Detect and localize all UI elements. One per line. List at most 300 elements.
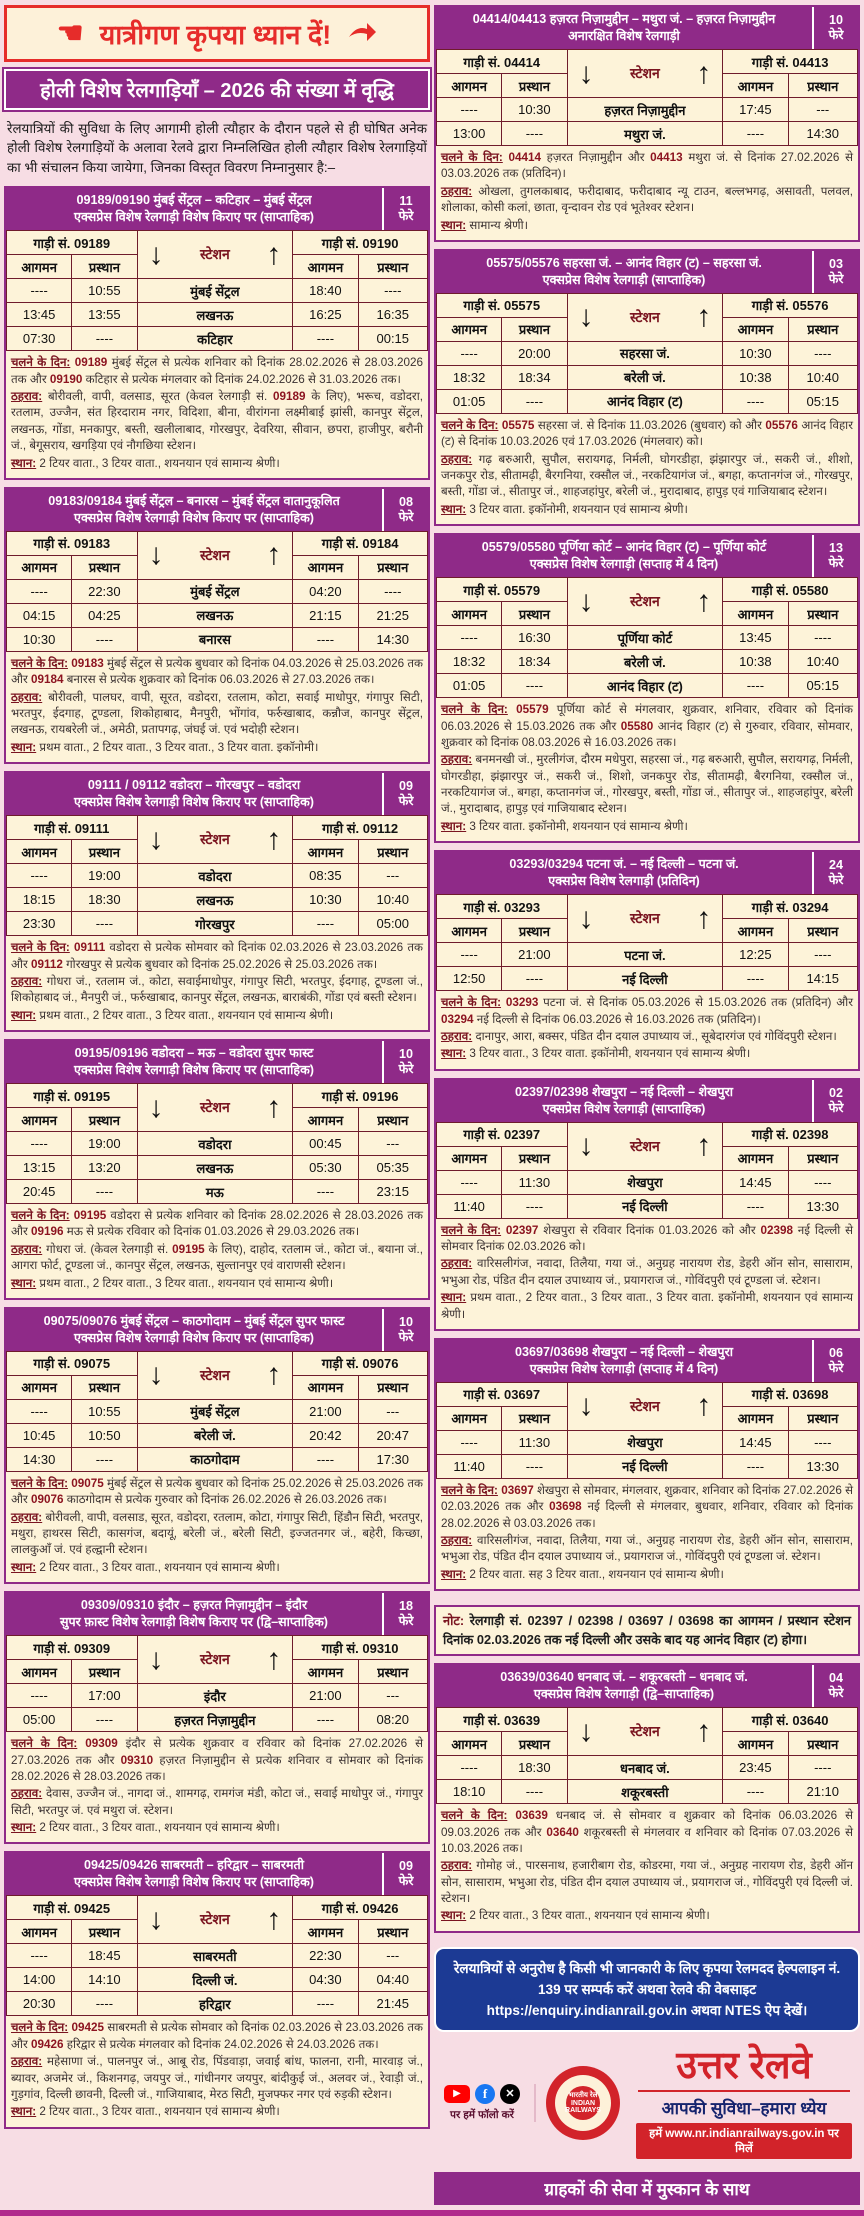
table-title bbox=[436, 535, 812, 577]
arrival-header: आगमन bbox=[293, 1375, 358, 1399]
departure-time: 00:15 bbox=[358, 327, 427, 351]
station-name: साबरमती bbox=[137, 1944, 293, 1968]
arrival-time: ---- bbox=[7, 279, 72, 303]
table-notes bbox=[436, 1479, 858, 1589]
classes: स्थान: 2 टियर वाता., 3 टियर वाता., शयनयान एवं सामान्य श्रेणी। bbox=[11, 1560, 280, 1574]
timetable-row bbox=[437, 967, 858, 991]
up-arrow-icon: ↑ bbox=[266, 538, 282, 572]
up-arrow-icon: ↑ bbox=[696, 1714, 712, 1748]
stops: ठहराव: महेसाणा जं., पालनपुर जं., आबू रोड, पिंडवाड़ा, जवाई बांध, फालना, रानी, मारवाड़ जं., ब्यावर, अजमेर जं., किशनगढ़, जयपुर जं., गांधीनगर जयपुर, बांदीकुई जं., अलवर जं., रेवाड़ी जं., गुड़गांव, दिल्ली छावनी, दिल्ली जं., गाजियाबाद, मेरठ सिटी, मुजफ्फर नगर एवं रुड़की स्टेशन। bbox=[11, 2055, 423, 2101]
station-header-label: स्टेशन bbox=[629, 1137, 660, 1154]
table-title bbox=[436, 251, 812, 293]
table-title-line1: 04414/04413 हज़रत निज़ामुद्दीन – मथुरा जं. – हज़रत निज़ामुद्दीन bbox=[472, 12, 776, 26]
departure-time: 14:10 bbox=[72, 1968, 137, 1992]
departure-time: 11:30 bbox=[502, 1170, 567, 1194]
trips-badge bbox=[812, 251, 858, 293]
trips-count: 04 bbox=[828, 1671, 843, 1686]
departure-header: प्रस्थान bbox=[72, 1108, 137, 1132]
timetable bbox=[436, 49, 858, 146]
arrival-header: आगमन bbox=[723, 602, 788, 626]
arrival-time: ---- bbox=[293, 1447, 358, 1471]
station-header bbox=[137, 231, 293, 279]
up-arrow-icon: ↑ bbox=[696, 1389, 712, 1423]
departure-header: प्रस्थान bbox=[502, 1732, 567, 1756]
train-no-down: गाड़ी सं. 05575 bbox=[437, 293, 568, 317]
table-title-bar bbox=[6, 1853, 428, 1895]
timetable-row bbox=[7, 1423, 428, 1447]
run-days: चलने के दिन: 09309 इंदौर से प्रत्येक शुक्रवार व रविवार को दिनांक 27.02.2026 से 27.03.2026 तक और 09310 हज़रत निज़ामुद्दीन से प्रत्येक शनिवार व सोमवार को दिनांक 28.02.2026 से 28.03.2026 तक। bbox=[11, 1737, 423, 1783]
table-title bbox=[6, 1853, 382, 1895]
stops: ठहराव: गोधरा जं., रतलाम जं., कोटा, सवाईमाधोपुर, गंगापुर सिटी, भरतपुर, ईदगाह, टूण्डला जं., शिकोहाबाद जं., मैनपुरी जं., फर्रुखाबाद, कानपुर सेंट्रल, लखनऊ, बाराबंकी, गोंडा एवं बस्ती स्टेशन। bbox=[11, 974, 423, 1005]
train-table-05575 bbox=[434, 249, 860, 526]
arrival-header: आगमन bbox=[7, 1108, 72, 1132]
timetable bbox=[6, 1351, 428, 1472]
trips-label: फेरे bbox=[398, 1329, 414, 1344]
note-label: नोट: bbox=[443, 1613, 465, 1629]
enquiry-url[interactable]: https://enquiry.indianrail.gov.in bbox=[486, 2002, 688, 2018]
arrival-time: 00:45 bbox=[293, 1132, 358, 1156]
station-name: शेखपुरा bbox=[567, 1170, 723, 1194]
table-notes bbox=[436, 991, 858, 1069]
departure-header: प्रस्थान bbox=[358, 840, 427, 864]
station-name: बरेली जं. bbox=[137, 1423, 293, 1447]
departure-header: प्रस्थान bbox=[788, 74, 857, 98]
station-header bbox=[137, 1636, 293, 1684]
table-title-bar bbox=[436, 852, 858, 894]
timetable-row bbox=[7, 627, 428, 651]
trips-badge bbox=[812, 852, 858, 894]
station-name: नई दिल्ली bbox=[567, 1194, 723, 1218]
departure-header: प्रस्थान bbox=[502, 74, 567, 98]
departure-time: 10:40 bbox=[788, 650, 857, 674]
arrival-header: आगमन bbox=[723, 1406, 788, 1430]
table-notes bbox=[436, 146, 858, 240]
brand-name: उत्तर रेलवे bbox=[676, 2045, 812, 2088]
arrival-time: 10:38 bbox=[723, 365, 788, 389]
timetable-row bbox=[7, 912, 428, 936]
arrival-time: 22:30 bbox=[293, 1944, 358, 1968]
train-no-up: गाड़ी सं. 09196 bbox=[293, 1084, 428, 1108]
departure-time: ---- bbox=[788, 943, 857, 967]
table-notes bbox=[6, 351, 428, 478]
down-arrow-icon: ↓ bbox=[578, 1389, 594, 1423]
departure-time: 05:00 bbox=[358, 912, 427, 936]
arrival-time: 10:30 bbox=[293, 888, 358, 912]
trips-count: 24 bbox=[828, 858, 843, 873]
train-table-03293 bbox=[434, 850, 860, 1071]
up-arrow-icon: ↑ bbox=[696, 1129, 712, 1163]
station-name: लखनऊ bbox=[137, 303, 293, 327]
departure-time: --- bbox=[358, 1944, 427, 1968]
timetable-row bbox=[7, 1684, 428, 1708]
arrival-time: 14:00 bbox=[7, 1968, 72, 1992]
train-no-down: गाड़ी सं. 02397 bbox=[437, 1122, 568, 1146]
trips-badge bbox=[382, 188, 428, 230]
table-notes bbox=[6, 1732, 428, 1842]
follow-caption: पर हमें फॉलो करें bbox=[450, 2108, 514, 2121]
station-header bbox=[137, 531, 293, 579]
departure-time: ---- bbox=[72, 627, 137, 651]
departure-header: प्रस्थान bbox=[502, 602, 567, 626]
departure-time: 10:50 bbox=[72, 1423, 137, 1447]
run-days: चलने के दिन: 09183 मुंबई सेंट्रल से प्रत्येक बुधवार को दिनांक 04.03.2026 से 25.03.2026 तक और 09184 बनारस से प्रत्येक शुक्रवार को दिनांक 06.03.2026 से 27.03.2026 तक। bbox=[11, 656, 423, 687]
table-title bbox=[436, 1080, 812, 1122]
station-header-label: स्टेशन bbox=[199, 831, 230, 848]
trips-label: फेरे bbox=[828, 556, 844, 571]
station-header-label: स्टेशन bbox=[629, 910, 660, 927]
departure-time: ---- bbox=[502, 1194, 567, 1218]
helpline-box bbox=[434, 1947, 860, 2032]
station-header-label: स्टेशन bbox=[199, 546, 230, 563]
arrival-time: 04:15 bbox=[7, 603, 72, 627]
departure-time: 13:20 bbox=[72, 1156, 137, 1180]
departure-time: 05:15 bbox=[788, 674, 857, 698]
arrival-time: ---- bbox=[437, 1756, 502, 1780]
down-arrow-icon: ↓ bbox=[148, 1090, 164, 1124]
arrival-header: आगमन bbox=[723, 1146, 788, 1170]
timetable-row bbox=[7, 603, 428, 627]
arrival-time: 12:25 bbox=[723, 943, 788, 967]
stops: ठहराव: बोरीवली, वापी, वलसाड, सूरत (केवल रेलगाड़ी सं. 09189 के लिए), भरूच, वडोदरा, रतलाम, उज्जैन, संत हिरदाराम नगर, विदिशा, बीना, वीरांगना लक्ष्मीबाई झांसी, कानपुर सेंट्रल, लखनऊ, गोंडा, मनकापुर, बस्ती, खलीलाबाद, गोरखपुर, देवरिया, सीवान, छपरा, हाजीपुर, बरौनी जं., बेगूसराय, खगड़िया एवं नौगछिया स्टेशन। bbox=[11, 390, 423, 453]
arrival-time: 20:42 bbox=[293, 1423, 358, 1447]
station-header bbox=[567, 578, 723, 626]
trips-badge bbox=[382, 1041, 428, 1083]
departure-time: 18:34 bbox=[502, 650, 567, 674]
table-title bbox=[6, 489, 382, 531]
arrival-time: 10:38 bbox=[723, 650, 788, 674]
departure-time: ---- bbox=[358, 279, 427, 303]
arrival-header: आगमन bbox=[7, 1660, 72, 1684]
station-header-label: स्टेशन bbox=[199, 1099, 230, 1116]
attention-text: यात्रीगण कृपया ध्यान दें! bbox=[99, 20, 332, 50]
train-no-up: गाड़ी सं. 04413 bbox=[723, 50, 858, 74]
trips-count: 03 bbox=[828, 256, 843, 271]
train-no-down: गाड़ी सं. 09111 bbox=[7, 816, 138, 840]
trips-label: फेरे bbox=[828, 1360, 844, 1375]
run-days: चलने के दिन: 09075 मुंबई सेंट्रल से प्रत्येक बुधवार को दिनांक 25.02.2026 से 25.03.2026 तक और 09076 काठगोदाम से प्रत्येक गुरुवार को दिनांक 26.02.2026 से 26.03.2026 तक। bbox=[11, 1476, 423, 1507]
down-arrow-icon: ↓ bbox=[148, 1358, 164, 1392]
train-no-up: गाड़ी सं. 09310 bbox=[293, 1636, 428, 1660]
departure-header: प्रस्थान bbox=[502, 1146, 567, 1170]
arrival-time: 10:30 bbox=[723, 341, 788, 365]
timetable-row bbox=[437, 98, 858, 122]
station-name: मथुरा जं. bbox=[567, 122, 723, 146]
arrival-header: आगमन bbox=[293, 255, 358, 279]
station-header bbox=[137, 1896, 293, 1944]
train-no-down: गाड़ी सं. 03697 bbox=[437, 1382, 568, 1406]
departure-time: ---- bbox=[788, 1430, 857, 1454]
facebook-icon[interactable]: f bbox=[475, 2084, 495, 2104]
down-arrow-icon: ↓ bbox=[148, 1642, 164, 1676]
station-name: पटना जं. bbox=[567, 943, 723, 967]
timetable-row bbox=[437, 1430, 858, 1454]
timetable-row bbox=[7, 1992, 428, 2016]
up-arrow-icon: ↑ bbox=[266, 237, 282, 271]
arrival-time: ---- bbox=[437, 98, 502, 122]
station-name: मुंबई सेंट्रल bbox=[137, 579, 293, 603]
timetable bbox=[436, 1707, 858, 1804]
departure-time: 08:20 bbox=[358, 1708, 427, 1732]
arrival-time: 18:32 bbox=[437, 365, 502, 389]
train-no-up: गाड़ी सं. 09426 bbox=[293, 1896, 428, 1920]
arrival-time: ---- bbox=[437, 1430, 502, 1454]
departure-header: प्रस्थान bbox=[358, 1920, 427, 1944]
trips-count: 09 bbox=[398, 1859, 413, 1874]
timetable-row bbox=[437, 626, 858, 650]
table-notes bbox=[436, 1219, 858, 1329]
arrival-time: 18:32 bbox=[437, 650, 502, 674]
run-days: चलने के दिन: 03293 पटना जं. से दिनांक 05.03.2026 से 15.03.2026 तक (प्रतिदिन) और 03294 नई दिल्ली से दिनांक 06.03.2026 से 16.03.2026 तक (प्रतिदिन)। bbox=[441, 996, 853, 1026]
arrival-header: आगमन bbox=[293, 1660, 358, 1684]
arrival-time: 23:30 bbox=[7, 912, 72, 936]
table-title-line2: एक्सप्रेस विशेष रेलगाड़ी विशेष किराए पर (साप्ताहिक) bbox=[74, 1063, 314, 1078]
train-table-09111 bbox=[4, 771, 430, 1032]
station-header bbox=[567, 1708, 723, 1756]
departure-header: प्रस्थान bbox=[788, 1406, 857, 1430]
arrival-time: 14:45 bbox=[723, 1430, 788, 1454]
classes: स्थान: प्रथम वाता., 2 टियर वाता., 3 टियर वाता., 3 टियर वाता. इकॉनोमी, शयनयान एवं सामान्य श्रेणी। bbox=[441, 1291, 853, 1321]
table-title-line2: एक्सप्रेस विशेष रेलगाड़ी (साप्ताहिक) bbox=[542, 1101, 706, 1116]
departure-time: ---- bbox=[502, 674, 567, 698]
departure-header: प्रस्थान bbox=[788, 602, 857, 626]
departure-time: 05:15 bbox=[788, 389, 857, 413]
left-column bbox=[4, 5, 430, 2205]
departure-time: 21:45 bbox=[358, 1992, 427, 2016]
train-table-05579 bbox=[434, 533, 860, 843]
stops: ठहराव: गढ़ बरुआरी, सुपौल, सरायगढ़, निर्मली, घोगरडीहा, झंझारपुर जं., सकरी जं., शीशो, जनकपुर रोड, सीतामढ़ी, बैरगनिया, रक्सौल जं., नरकटियागंज जं., बगहा, कप्तानगंज जं., गोरखपुर, बस्ती, गोंडा जं., सीतापुर जं., शाहजहांपुर, बरेली जं., मुरादाबाद, हापुड़ एवं गाजियाबाद स्टेशन। bbox=[441, 452, 853, 499]
arrival-time: 10:30 bbox=[7, 627, 72, 651]
youtube-icon[interactable]: ▶ bbox=[444, 2085, 470, 2103]
departure-time: ---- bbox=[72, 327, 137, 351]
table-title bbox=[6, 773, 382, 815]
departure-time: 11:30 bbox=[502, 1430, 567, 1454]
departure-header: प्रस्थान bbox=[72, 255, 137, 279]
stops: ठहराव: बोरीवली, वापी, वलसाड, सूरत, वडोदरा, रतलाम, कोटा, गंगापुर सिटी, हिंडौन सिटी, भरतपुर, मथुरा, हाथरस सिटी, कासगंज, बदायूं, बरेली जं., बरेली सिटी, इज्जतनगर जं., बहेरी, किच्छा, लालकुआँ जं. एवं हल्द्वानी स्टेशन। bbox=[11, 1510, 423, 1557]
timetable-row bbox=[437, 1170, 858, 1194]
timetable bbox=[436, 1122, 858, 1219]
station-name: धनबाद जं. bbox=[567, 1756, 723, 1780]
table-notes bbox=[6, 1204, 428, 1298]
right-tables-top bbox=[434, 5, 860, 1598]
departure-time: 17:30 bbox=[358, 1447, 427, 1471]
up-arrow-icon: ↑ bbox=[266, 822, 282, 856]
down-arrow-icon: ↓ bbox=[148, 1902, 164, 1936]
train-no-down: गाड़ी सं. 09425 bbox=[7, 1896, 138, 1920]
departure-header: प्रस्थान bbox=[358, 1660, 427, 1684]
train-table-09075 bbox=[4, 1307, 430, 1584]
departure-time: 10:55 bbox=[72, 1399, 137, 1423]
arrival-header: आगमन bbox=[293, 555, 358, 579]
table-title-line2: एक्सप्रेस विशेष रेलगाड़ी विशेष किराए पर (साप्ताहिक) bbox=[74, 1330, 314, 1345]
arrival-time: 18:10 bbox=[437, 1780, 502, 1804]
arrival-time: 04:30 bbox=[293, 1968, 358, 1992]
table-title-line1: 03697/03698 शेखपुरा – नई दिल्ली – शेखपुरा bbox=[514, 1344, 733, 1359]
departure-time: 18:30 bbox=[72, 888, 137, 912]
arrival-time: 13:00 bbox=[437, 122, 502, 146]
departure-time: 20:00 bbox=[502, 341, 567, 365]
run-days: चलने के दिन: 04414 हज़रत निज़ामुद्दीन और 04413 मथुरा जं. से दिनांक 27.02.2026 से 03.03.2026 तक (प्रतिदिन)। bbox=[441, 151, 853, 181]
train-no-down: गाड़ी सं. 09183 bbox=[7, 531, 138, 555]
station-name: दिल्ली जं. bbox=[137, 1968, 293, 1992]
departure-header: प्रस्थान bbox=[788, 1146, 857, 1170]
run-days: चलने के दिन: 03639 धनबाद जं. से सोमवार व शुक्रवार को दिनांक 06.03.2026 से 09.03.2026 तक और 03640 शकूरबस्ती से मंगलवार व शनिवार को दिनांक 07.03.2026 से 10.03.2026 तक। bbox=[441, 1809, 853, 1855]
departure-time: 10:40 bbox=[358, 888, 427, 912]
arrival-time: ---- bbox=[723, 1194, 788, 1218]
trips-count: 13 bbox=[828, 541, 843, 556]
departure-time: ---- bbox=[72, 1447, 137, 1471]
departure-time: 14:15 bbox=[788, 967, 857, 991]
right-column bbox=[434, 5, 860, 2205]
arrival-header: आगमन bbox=[437, 317, 502, 341]
arrival-header: आगमन bbox=[7, 840, 72, 864]
departure-time: 19:00 bbox=[72, 1132, 137, 1156]
train-no-up: गाड़ी सं. 05580 bbox=[723, 578, 858, 602]
left-tables bbox=[4, 186, 430, 2135]
departure-time: 10:40 bbox=[788, 365, 857, 389]
timetable-row bbox=[7, 1399, 428, 1423]
arrival-header: आगमन bbox=[723, 919, 788, 943]
trips-count: 18 bbox=[398, 1599, 413, 1614]
train-no-down: गाड़ी सं. 03293 bbox=[437, 895, 568, 919]
arrival-time: 21:00 bbox=[293, 1684, 358, 1708]
trips-label: फेरे bbox=[398, 1614, 414, 1629]
arrival-time: ---- bbox=[437, 341, 502, 365]
table-title-line2: सुपर फ़ास्ट विशेष रेलगाड़ी विशेष किराए पर (द्वि–साप्ताहिक) bbox=[59, 1615, 328, 1630]
arrow-right-icon bbox=[347, 19, 377, 49]
departure-time: 05:35 bbox=[358, 1156, 427, 1180]
down-arrow-icon: ↓ bbox=[578, 1714, 594, 1748]
table-title-line1: 09183/09184 मुंबई सेंट्रल – बनारस – मुंबई सेंट्रल वातानुकूलित bbox=[48, 493, 340, 508]
down-arrow-icon: ↓ bbox=[578, 901, 594, 935]
arrival-header: आगमन bbox=[7, 255, 72, 279]
arrival-time: ---- bbox=[293, 912, 358, 936]
trips-count: 11 bbox=[399, 194, 413, 209]
table-title-line1: 09111 / 09112 वडोदरा – गोरखपुर – वडोदरा bbox=[87, 778, 301, 793]
arrival-time: ---- bbox=[7, 1132, 72, 1156]
stops: ठहराव: गोमोह जं., पारसनाथ, हजारीबाग रोड, कोडरमा, गया जं., अनुग्रह नारायण रोड, डेहरी ऑन सोन, सासाराम, भभुआ रोड, पंडित दीन दयाल उपाध्याय जं., प्रयागराज जं., गोविंदपुरी एवं दिल्ली जं. स्टेशन। bbox=[441, 1859, 853, 1906]
departure-time: 21:10 bbox=[788, 1780, 857, 1804]
station-header-label: स्टेशन bbox=[199, 1911, 230, 1928]
run-days: चलने के दिन: 05575 सहरसा जं. से दिनांक 11.03.2026 (बुधवार) को और 05576 आनंद विहार (ट) से दिनांक 10.03.2026 एवं 17.03.2026 (मंगलवार) को। bbox=[441, 418, 853, 449]
arrival-time: 20:30 bbox=[7, 1992, 72, 2016]
train-no-down: गाड़ी सं. 05579 bbox=[437, 578, 568, 602]
departure-time: ---- bbox=[72, 1708, 137, 1732]
arrival-time: ---- bbox=[7, 1944, 72, 1968]
train-no-down: गाड़ी सं. 09309 bbox=[7, 1636, 138, 1660]
station-header-label: स्टेशन bbox=[199, 1651, 230, 1668]
down-arrow-icon: ↓ bbox=[578, 56, 594, 90]
table-title-line2: एक्सप्रेस विशेष रेलगाड़ी विशेष किराए पर (साप्ताहिक) bbox=[74, 510, 314, 525]
run-days: चलने के दिन: 05579 पूर्णिया कोर्ट से मंगलवार, शुक्रवार, शनिवार, रविवार को दिनांक 06.03.2026 से 15.03.2026 तक और 05580 आनंद विहार (ट) से गुरुवार, रविवार, सोमवार, शुक्रवार को दिनांक 08.03.2026 से 16.03.2026 तक। bbox=[441, 703, 854, 749]
arrival-time: 11:40 bbox=[437, 1194, 502, 1218]
arrival-time: ---- bbox=[723, 389, 788, 413]
train-no-down: गाड़ी सं. 04414 bbox=[437, 50, 568, 74]
right-tables-bottom bbox=[434, 1663, 860, 1940]
departure-time: ---- bbox=[358, 579, 427, 603]
trips-label: फेरे bbox=[398, 209, 414, 224]
timetable-row bbox=[7, 1180, 428, 1204]
arrival-header: आगमन bbox=[437, 919, 502, 943]
table-notes bbox=[436, 414, 858, 524]
station-name: वडोदरा bbox=[137, 864, 293, 888]
arrival-time: 01:05 bbox=[437, 389, 502, 413]
departure-time: 14:30 bbox=[358, 627, 427, 651]
station-name: बनारस bbox=[137, 627, 293, 651]
table-title-line1: 05579/05580 पूर्णिया कोर्ट – आनंद विहार (ट) – पूर्णिया कोर्ट bbox=[481, 540, 767, 555]
down-arrow-icon: ↓ bbox=[578, 1129, 594, 1163]
table-title bbox=[436, 7, 812, 49]
station-header bbox=[137, 1351, 293, 1399]
arrival-time: ---- bbox=[723, 1454, 788, 1478]
departure-time: 16:30 bbox=[502, 626, 567, 650]
arrival-time: 13:45 bbox=[7, 303, 72, 327]
arrival-time: ---- bbox=[723, 122, 788, 146]
departure-time: --- bbox=[788, 98, 857, 122]
classes: स्थान: 2 टियर वाता., 3 टियर वाता., शयनयान एवं सामान्य श्रेणी। bbox=[11, 456, 280, 470]
note-box bbox=[434, 1605, 860, 1656]
station-header bbox=[567, 1122, 723, 1170]
station-header-label: स्टेशन bbox=[629, 1723, 660, 1740]
train-no-down: गाड़ी सं. 09189 bbox=[7, 231, 138, 255]
table-title-line2: एक्सप्रेस विशेष रेलगाड़ी (द्वि–साप्ताहिक) bbox=[533, 1687, 715, 1702]
arrival-time: ---- bbox=[293, 1708, 358, 1732]
table-title-bar bbox=[436, 535, 858, 577]
arrival-time: ---- bbox=[437, 943, 502, 967]
departure-time: 21:25 bbox=[358, 603, 427, 627]
brand-website[interactable]: हमें www.nr.indianrailways.gov.in पर मिलें bbox=[636, 2123, 852, 2159]
table-title-bar bbox=[436, 1080, 858, 1122]
run-days: चलने के दिन: 03697 शेखपुरा से सोमवार, मंगलवार, शुक्रवार, शनिवार को दिनांक 27.02.2026 से 02.03.2026 तक और 03698 नई दिल्ली से मंगलवार, बुधवार, शनिवार, रविवार को दिनांक 28.02.2026 से 03.03.2026 तक। bbox=[441, 1483, 853, 1530]
table-notes bbox=[6, 1472, 428, 1582]
table-title bbox=[6, 1309, 382, 1351]
trips-count: 06 bbox=[828, 1345, 843, 1360]
table-title-line1: 03293/03294 पटना जं. – नई दिल्ली – पटना जं. bbox=[509, 857, 739, 872]
arrival-time: 23:45 bbox=[723, 1756, 788, 1780]
page-title: होली विशेष रेलगाड़ियाँ – 2026 की संख्या में वृद्धि bbox=[4, 69, 430, 110]
brand-tagline: आपकी सुविधा–हमारा ध्येय bbox=[661, 2098, 827, 2118]
station-name: गोरखपुर bbox=[137, 912, 293, 936]
stops: ठहराव: दानापुर, आरा, बक्सर, पंडित दीन दयाल उपाध्याय जं., सूबेदारगंज एवं गोविंदपुरी स्टेशन। bbox=[441, 1029, 837, 1043]
departure-time: ---- bbox=[502, 967, 567, 991]
arrival-time: ---- bbox=[723, 967, 788, 991]
down-arrow-icon: ↓ bbox=[578, 584, 594, 618]
table-notes bbox=[436, 698, 858, 841]
station-header bbox=[567, 293, 723, 341]
timetable-row bbox=[437, 674, 858, 698]
train-no-up: गाड़ी सं. 09184 bbox=[293, 531, 428, 555]
table-notes bbox=[6, 936, 428, 1030]
run-days: चलने के दिन: 09189 मुंबई सेंट्रल से प्रत्येक शनिवार को दिनांक 28.02.2026 से 28.03.2026 तक और 09190 कटिहार से प्रत्येक मंगलवार को दिनांक 24.02.2026 से 31.03.2026 तक। bbox=[11, 356, 423, 386]
down-arrow-icon: ↓ bbox=[148, 237, 164, 271]
arrival-time: 17:45 bbox=[723, 98, 788, 122]
x-twitter-icon[interactable]: ✕ bbox=[500, 2084, 520, 2104]
station-name: कटिहार bbox=[137, 327, 293, 351]
trips-count: 10 bbox=[828, 12, 843, 27]
train-no-up: गाड़ी सं. 09190 bbox=[293, 231, 428, 255]
indian-railways-logo-text: भारतीय रेल INDIAN RAILWAYS bbox=[566, 2086, 600, 2120]
departure-header: प्रस्थान bbox=[358, 555, 427, 579]
timetable-row bbox=[7, 1708, 428, 1732]
run-days: चलने के दिन: 09111 वडोदरा से प्रत्येक सोमवार को दिनांक 02.03.2026 से 23.03.2026 तक और 09112 गोरखपुर से प्रत्येक बुधवार को दिनांक 25.02.2026 से 25.03.2026 तक। bbox=[11, 941, 423, 971]
timetable-row bbox=[7, 864, 428, 888]
classes: स्थान: 3 टियर वाता. इकॉनोमी, शयनयान एवं सामान्य श्रेणी। bbox=[441, 819, 688, 833]
departure-time: 10:30 bbox=[502, 98, 567, 122]
departure-time: 13:55 bbox=[72, 303, 137, 327]
departure-header: प्रस्थान bbox=[788, 1732, 857, 1756]
timetable bbox=[436, 577, 858, 698]
station-name: हरिद्वार bbox=[137, 1992, 293, 2016]
train-no-up: गाड़ी सं. 03698 bbox=[723, 1382, 858, 1406]
